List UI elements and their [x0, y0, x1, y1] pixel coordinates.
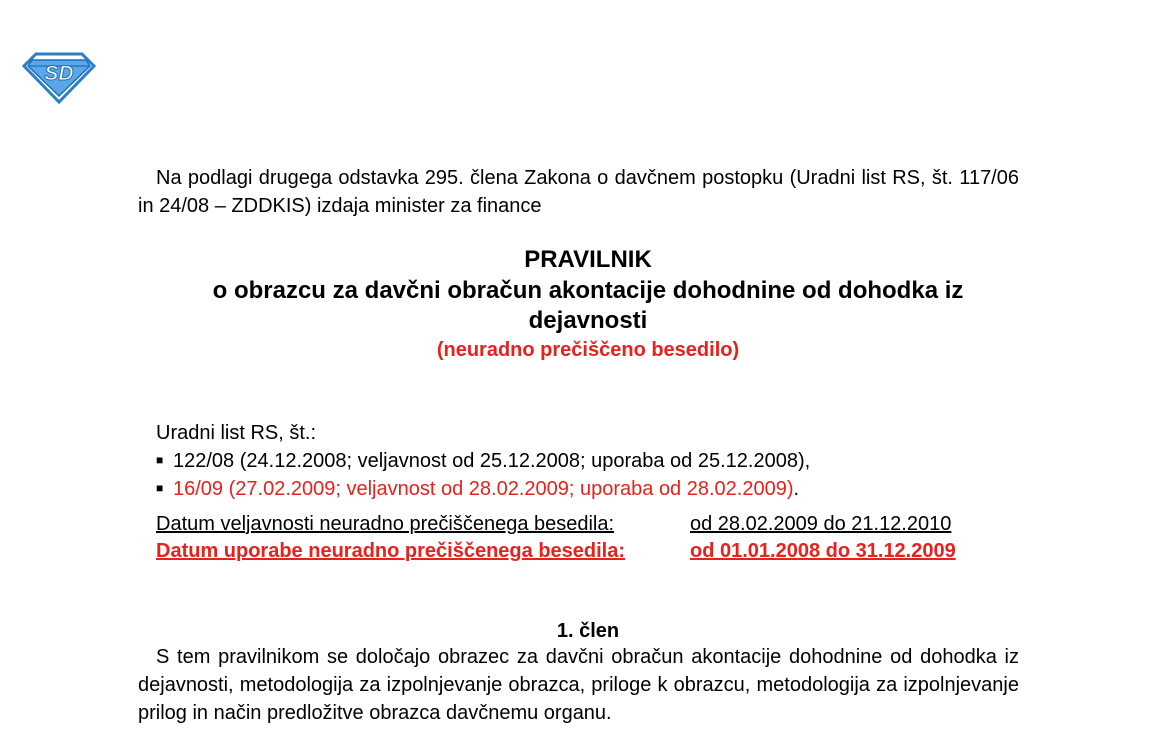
- gazette-entry-text: 122/08 (24.12.2008; veljavnost od 25.12.2008; uporaba od 25.12.2008),: [173, 450, 811, 472]
- regulation-subtitle: o obrazcu za davčni obračun akontacije dohodnine od dohodka iz dejavnosti: [212, 277, 964, 334]
- validity-label: Datum veljavnosti neuradno prečiščenega besedila:: [156, 513, 615, 535]
- article-1-body: S tem pravilnikom se določajo obrazec za davčni obračun akontacije dohodnine od dohodka iz dejavnosti, metodologija za izpolnjevanje obrazca, priloge k obrazcu, metodologija za izpolnjevanje prilog in način predložitve obrazca davčnemu organu.: [138, 646, 1019, 724]
- sd-logo-graphic: [22, 52, 96, 104]
- validity-row: [156, 511, 956, 538]
- gazette-entry: [156, 475, 1016, 503]
- gazette-entry: [156, 447, 1016, 475]
- validity-dates: [156, 511, 956, 565]
- unofficial-text-note: (neuradno prečiščeno besedilo): [436, 339, 740, 361]
- use-value: od 01.01.2008 do 31.12.2009: [690, 540, 956, 562]
- article-1-title: 1. člen: [556, 620, 620, 642]
- gazette-entry-suffix: .: [793, 478, 800, 500]
- bullet-icon: ■: [156, 453, 164, 467]
- gazette-entry-text: 16/09 (27.02.2009; veljavnost od 28.02.2009; uporaba od 28.02.2009): [173, 478, 794, 500]
- validity-value: od 28.02.2009 do 21.12.2010: [690, 513, 952, 535]
- use-label: Datum uporabe neuradno prečiščenega besedila:: [156, 540, 626, 562]
- bullet-icon: ■: [156, 481, 164, 495]
- use-row: [156, 538, 956, 565]
- gazette-list: [156, 447, 1016, 503]
- gazette-heading: Uradni list RS, št.:: [156, 422, 317, 444]
- sd-logo-icon: [22, 52, 96, 104]
- intro-paragraph: Na podlagi drugega odstavka 295. člena Zakona o davčnem postopku (Uradni list RS, št. 117/06 in 24/08 – ZDDKIS) izdaja minister za finance: [138, 167, 1019, 217]
- logo-lettering: SD: [44, 62, 74, 85]
- gazette-references: [156, 420, 1016, 503]
- regulation-title-block: [138, 244, 1038, 364]
- regulation-title: PRAVILNIK: [524, 246, 652, 273]
